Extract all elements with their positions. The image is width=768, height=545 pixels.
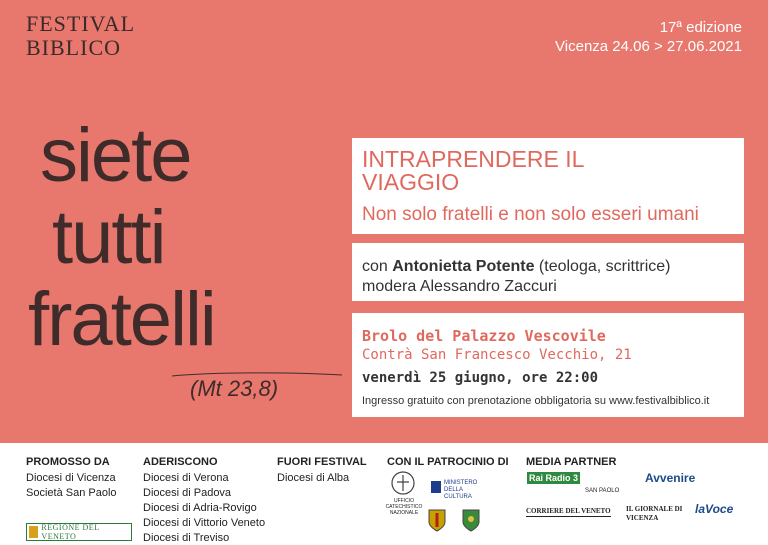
headline-line1: siete xyxy=(40,113,191,198)
crest-provincia-icon xyxy=(462,508,480,532)
event-title xyxy=(362,148,584,194)
patrocinio-column xyxy=(387,455,509,471)
venue-name: Brolo del Palazzo Vescovile xyxy=(362,327,606,345)
ufficio-label: UFFICIO CATECHISTICO NAZIONALE xyxy=(385,498,423,516)
edition-number: 17ª edizione xyxy=(659,19,742,36)
venue-address: Contrà San Francesco Vecchio, 21 xyxy=(362,347,632,363)
headline-line3: fratelli xyxy=(28,277,215,362)
speaker-info xyxy=(362,257,671,297)
giornale-logo: IL GIORNALE DI VICENZA xyxy=(626,505,683,522)
edition-info xyxy=(555,18,742,56)
event-subtitle: Non solo fratelli e non solo esseri umani xyxy=(362,204,699,225)
list-item: Società San Paolo xyxy=(26,487,117,499)
speaker-name: Antonietta Potente xyxy=(392,258,535,275)
logo-line1: FESTIVAL xyxy=(26,11,136,36)
avvenire-logo: Avvenire xyxy=(645,471,696,485)
list-item: Diocesi di Treviso xyxy=(143,532,230,544)
aderiscono-heading: ADERISCONO xyxy=(143,456,218,468)
edition-dates: Vicenza 24.06 > 27.06.2021 xyxy=(555,38,742,55)
ministero-emblem-icon xyxy=(430,480,442,494)
media-heading: MEDIA PARTNER xyxy=(526,456,617,468)
lavoce-logo: laVoce xyxy=(695,502,734,516)
speaker-box xyxy=(352,243,744,301)
promosso-heading: PROMOSSO DA xyxy=(26,456,110,468)
crest-vicenza-icon xyxy=(428,508,446,532)
moderator: modera Alessandro Zaccuri xyxy=(362,278,557,295)
ministero-label: MINISTERO DELLA CULTURA xyxy=(444,480,478,500)
registration-note: Ingresso gratuito con prenotazione obbligatoria su www.festivalbiblico.it xyxy=(362,395,710,407)
event-title-line1: INTRAPRENDERE IL xyxy=(362,146,585,172)
promosso-column xyxy=(26,455,117,501)
list-item: Diocesi di Vittorio Veneto xyxy=(143,517,266,529)
regione-veneto-logo xyxy=(26,523,132,541)
ufficio-catechistico-icon xyxy=(390,470,416,496)
patrocinio-heading: CON IL PATROCINIO DI xyxy=(387,456,509,468)
list-item: Diocesi di Padova xyxy=(143,487,232,499)
event-title-line2: VIAGGIO xyxy=(362,169,460,195)
list-item: Diocesi di Alba xyxy=(277,472,350,484)
event-title-box xyxy=(352,138,744,234)
regione-label: REGIONE DEL VENETO xyxy=(41,523,100,541)
rai-label: Rai Radio 3 xyxy=(529,473,579,483)
rai-radio3-logo xyxy=(527,474,580,483)
media-column xyxy=(526,455,616,471)
fuori-column xyxy=(277,455,367,486)
aderiscono-column xyxy=(143,455,265,545)
fuori-heading: FUORI FESTIVAL xyxy=(277,456,367,468)
event-datetime: venerdì 25 giugno, ore 22:00 xyxy=(362,370,599,386)
bible-reference: (Mt 23,8) xyxy=(190,376,279,401)
venue-box xyxy=(352,313,744,417)
list-item: Diocesi di Adria-Rovigo xyxy=(143,502,257,514)
sanpaolo-logo: SAN PAOLO xyxy=(585,488,620,494)
festival-logo xyxy=(26,12,135,60)
veneto-flag-icon xyxy=(29,526,38,538)
list-item: Diocesi di Verona xyxy=(143,472,229,484)
speaker-prefix: con xyxy=(362,258,393,275)
headline-line2: tutti xyxy=(52,195,165,280)
speaker-role: (teologa, scrittrice) xyxy=(534,258,671,275)
list-item: Diocesi di Vicenza xyxy=(26,472,116,484)
logo-line2: BIBLICO xyxy=(26,35,121,60)
corriere-logo: CORRIERE DEL VENETO xyxy=(526,507,611,515)
